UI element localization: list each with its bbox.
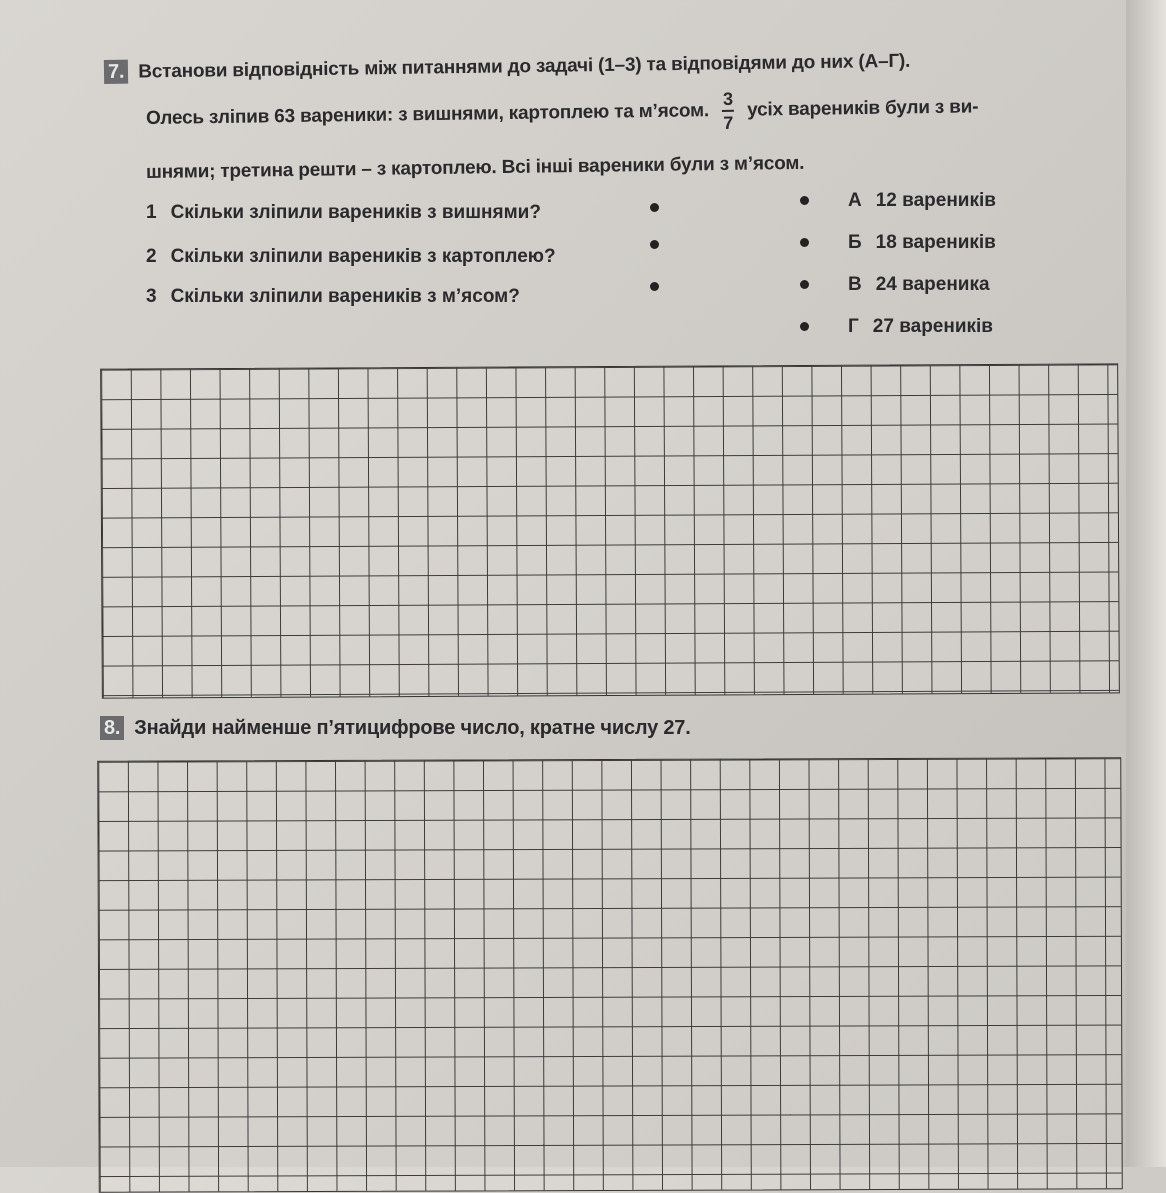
question-1-dot[interactable] [650,203,659,212]
question-2-dot[interactable] [650,240,659,249]
answer-a: А 12 вареників [848,190,996,211]
answer-b-dot[interactable] [800,238,809,247]
task7-instruction: 7. Встанови відповідність між питаннями до задачі (1–3) та відповідями до них (А–Г). [104,49,910,84]
answer-grid-task8[interactable] [97,757,1123,1193]
question-2: 2 Скільки зліпили вареників з картоплею? [146,246,556,267]
question-1: 1 Скільки зліпили вареників з вишнями? [146,202,541,223]
answer-a-dot[interactable] [800,196,809,205]
task7-number: 7. [104,60,129,84]
answer-d: Г 27 вареників [848,316,993,337]
task8-instruction: 8. Знайди найменше п’ятицифрове число, кратне числу 27. [100,716,691,740]
answer-grid-task7[interactable] [100,363,1120,698]
answer-c-dot[interactable] [800,280,809,289]
answer-c: В 24 вареника [848,274,990,295]
question-3: 3 Скільки зліпили вареників з м’ясом? [146,286,520,307]
answer-d-dot[interactable] [800,322,809,331]
next-page-edge [1126,0,1166,1167]
task8-number: 8. [100,716,124,740]
answer-b: Б 18 вареників [848,232,996,253]
fraction: $\frac{3}{7}$ [722,88,734,133]
task7-text-line2: шнями; третина решти – з картоплею. Всі інші вареники були з м’ясом. [145,152,805,183]
question-3-dot[interactable] [650,282,659,291]
task7-text-line1: Олесь зліпив 63 вареники: з вишнями, картоплею та м’ясом. $\frac{3}{7}$ усіх вареників були з ви- [145,88,979,133]
